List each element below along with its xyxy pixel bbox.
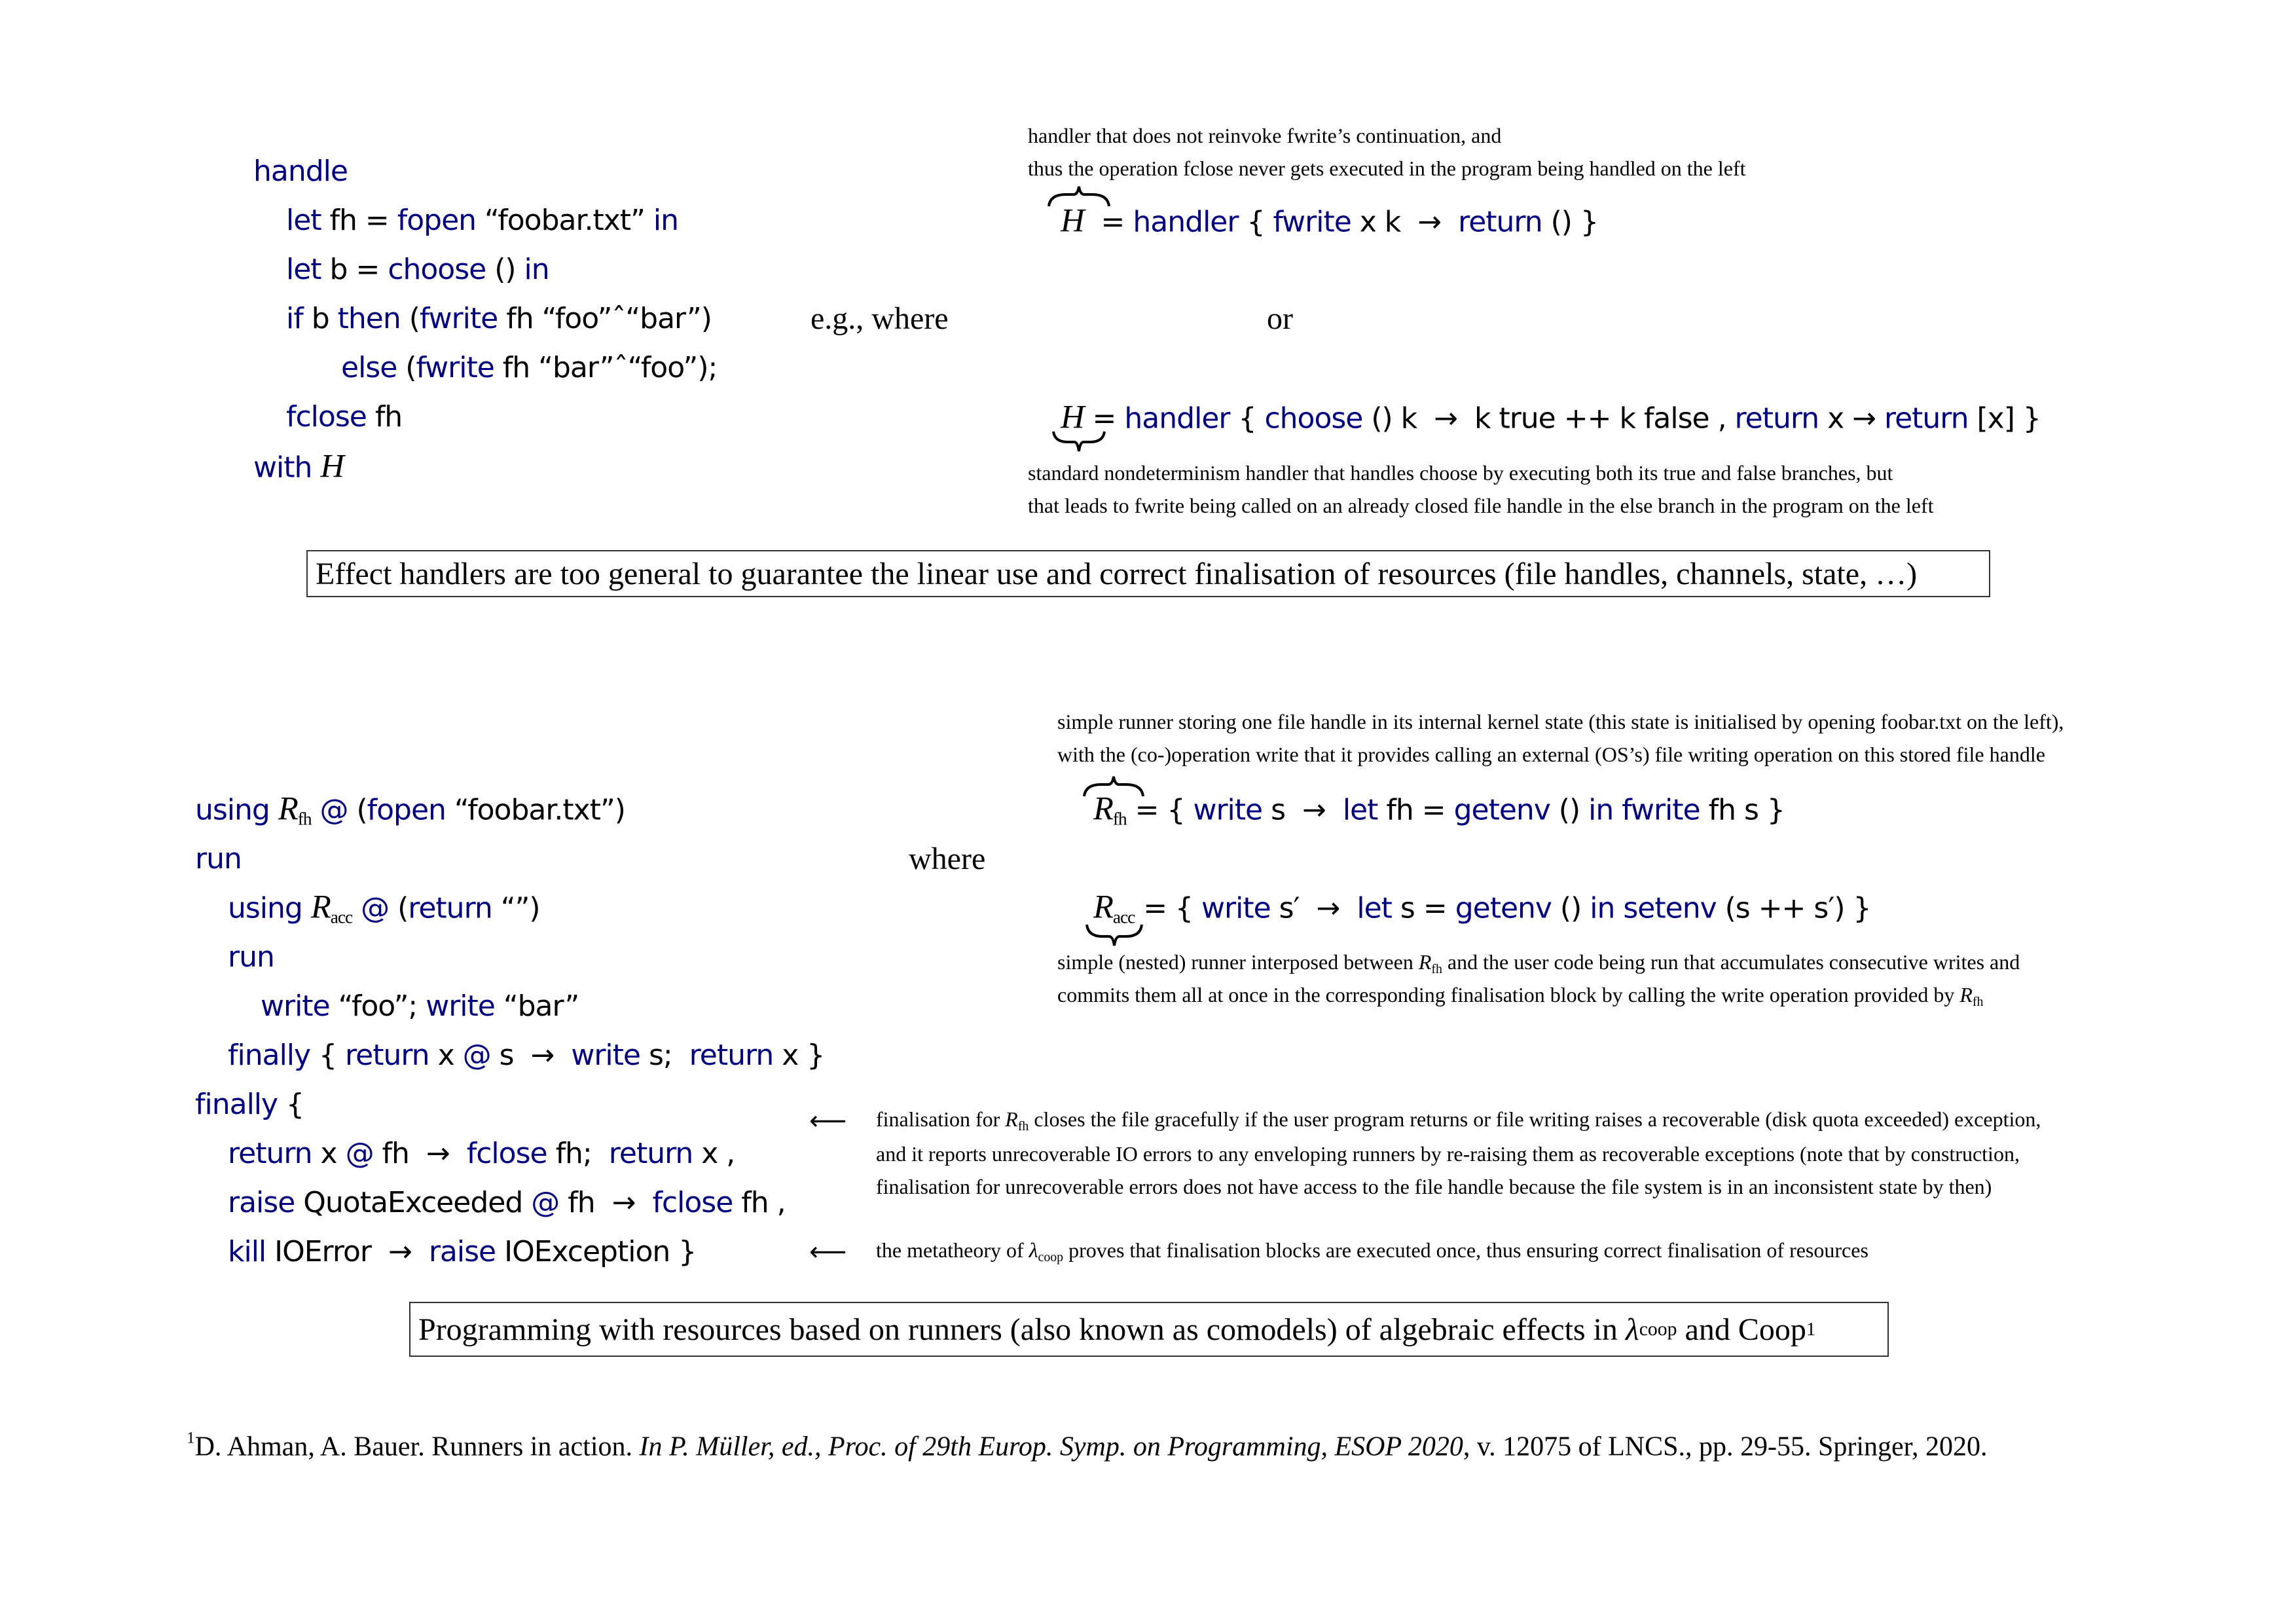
runners-conclusion-text: Programming with resources based on runners (also known as comodels) of algebraic effects in — [418, 1312, 1626, 1347]
keyword: finally — [228, 1039, 311, 1072]
code-text: b = — [321, 253, 388, 286]
keyword: else — [341, 351, 397, 384]
code-line-if — [286, 304, 712, 333]
keyword: using — [195, 793, 270, 827]
racc-annotation-line — [1057, 984, 1983, 1009]
equals: = — [1092, 401, 1116, 435]
handler1-annotation-line: handler that does not reinvoke fwrite’s continuation, and — [1028, 124, 1502, 147]
keyword: fopen — [367, 793, 446, 827]
annotation-text: closes the file gracefully if the user program returns or file writing raises a recoverable (disk quota exceeded) exception, — [1029, 1107, 2041, 1132]
rfh-annotation-line: with the (co-)operation write that it provides calling an external (OS’s) file writing operation on this stored file handle — [1057, 743, 2045, 766]
keyword: write — [1201, 891, 1271, 925]
lambda-symbol: λ — [1029, 1238, 1038, 1263]
footnote — [187, 1430, 1987, 1461]
code-text: () — [1551, 891, 1590, 925]
code-line-finally-inner — [228, 1041, 824, 1070]
code-text: x — [429, 1039, 463, 1072]
handler1-definition — [1061, 204, 1598, 238]
keyword: raise — [228, 1186, 295, 1219]
runner-subscript: fh — [1017, 1119, 1029, 1134]
keyword: setenv — [1623, 891, 1717, 925]
code-text: fh s } — [1700, 793, 1785, 827]
keyword: let — [1342, 793, 1378, 827]
at-symbol: @ — [462, 1039, 491, 1072]
keyword: using — [228, 891, 302, 925]
code-text: fh , — [733, 1186, 786, 1219]
keyword: return — [408, 891, 492, 925]
annotation-text: proves that finalisation blocks are executed once, thus ensuring correct finalisation of resources — [1063, 1238, 1868, 1263]
code-text: s; — [640, 1039, 689, 1072]
keyword: handle — [253, 155, 348, 188]
runner-subscript: fh — [1972, 995, 1984, 1010]
runner-subscript: fh — [1431, 962, 1442, 977]
or-label: or — [1267, 301, 1293, 336]
annotation-text: commits them all at once in the corresponding finalisation block by calling the write operation provided by — [1057, 983, 1960, 1007]
code-line-finally-kill — [228, 1235, 697, 1268]
keyword: return — [228, 1137, 312, 1170]
code-line-writes — [261, 989, 579, 1023]
code-text: = { — [1126, 793, 1194, 827]
annotation-text: and the user code being run that accumulates consecutive writes and — [1442, 950, 2020, 974]
code-text: ( — [400, 302, 420, 335]
rfh-definition — [1093, 792, 1785, 828]
code-text: x } — [773, 1039, 825, 1072]
eg-where-label: e.g., where — [811, 301, 949, 336]
keyword: fclose — [652, 1186, 733, 1219]
annotation-text: the metatheory of — [876, 1238, 1029, 1263]
code-line-using-racc — [228, 890, 540, 926]
keyword: run — [228, 940, 274, 974]
left-arrow-icon: ⟵ — [809, 1237, 847, 1267]
keyword: return — [1884, 401, 1969, 435]
code-text: fh “foo”ˆ“bar”) — [498, 302, 712, 335]
keyword: fwrite — [416, 351, 494, 384]
handler-name: H — [1061, 398, 1084, 435]
code-text: s = — [1391, 891, 1455, 925]
runner-name: R — [278, 790, 298, 827]
code-line-let-b — [286, 255, 549, 284]
keyword: return — [1458, 205, 1542, 239]
code-text: s → — [490, 1039, 572, 1072]
runner-subscript: acc — [1112, 907, 1135, 927]
footnote-venue: In P. Müller, ed., Proc. of 29th Europ. Symp. on Programming, ESOP 2020 — [639, 1431, 1463, 1462]
racc-annotation-line — [1057, 951, 2020, 976]
code-text: QuotaExceeded — [295, 1186, 532, 1219]
keyword: let — [1357, 891, 1392, 925]
rfh-annotation-line: simple runner storing one file handle in its internal kernel state (this state is initialised by opening foobar.txt on the left), — [1057, 710, 2064, 733]
finalisation-note-line: and it reports unrecoverable IO errors to any enveloping runners by re-raising them as recoverable exceptions (note that by construction, — [876, 1142, 2020, 1166]
keyword: fwrite — [1273, 205, 1351, 239]
code-text: fh; — [547, 1137, 609, 1170]
code-text: “foobar.txt” — [476, 204, 653, 237]
runners-conclusion-text: and Coop — [1677, 1312, 1806, 1347]
code-text: “foobar.txt”) — [445, 793, 625, 827]
keyword: handler — [1133, 205, 1239, 239]
footnote-rest: , v. 12075 of LNCS., pp. 29-55. Springer, 2020. — [1463, 1431, 1988, 1462]
code-line-finally-raise — [228, 1186, 786, 1219]
handler2-definition — [1061, 398, 2041, 435]
runner-name: R — [1093, 888, 1113, 925]
code-line-let-fh — [286, 206, 678, 235]
runner-name: R — [1418, 950, 1432, 974]
code-text: { — [1238, 205, 1273, 239]
keyword: getenv — [1453, 793, 1550, 827]
code-text: (s ++ s′) } — [1716, 891, 1871, 925]
code-text: b — [302, 302, 338, 335]
lambda-subscript: coop — [1639, 1318, 1677, 1340]
code-text: { — [310, 1039, 346, 1072]
code-text: fh — [366, 400, 403, 434]
handler1-annotation-line: thus the operation fclose never gets executed in the program being handled on the left — [1028, 157, 1746, 180]
handler-name: H — [1061, 202, 1084, 239]
code-text: “”) — [492, 891, 540, 925]
code-text — [1613, 793, 1622, 826]
runner-name: R — [1093, 790, 1113, 827]
keyword: write — [571, 1039, 640, 1072]
code-line-using-rfh — [195, 792, 625, 828]
code-text: = { — [1135, 891, 1202, 925]
code-text: x → — [1819, 401, 1884, 435]
footnote-marker: 1 — [1806, 1318, 1816, 1340]
runner-subscript: fh — [1112, 809, 1127, 829]
footnote-number: 1 — [187, 1429, 195, 1447]
runner-subscript: acc — [330, 907, 353, 927]
code-text: fh “bar”ˆ“foo”); — [494, 351, 718, 384]
code-text: x — [312, 1137, 346, 1170]
code-text: fh → — [559, 1186, 653, 1219]
runner-name: R — [310, 888, 331, 925]
where-label: where — [909, 841, 986, 876]
keyword: fclose — [286, 400, 367, 434]
code-text: fh = — [321, 204, 397, 237]
code-text: x k → — [1351, 205, 1459, 239]
handler-variable: H — [320, 447, 344, 485]
code-line-else — [341, 351, 718, 384]
runner-subscript: fh — [297, 809, 312, 829]
handlers-conclusion-text: Effect handlers are too general to guarantee the linear use and correct finalisation of resources (file handles, channels, state, …) — [316, 556, 1918, 591]
footnote-authors: D. Ahman, A. Bauer. Runners in action. — [194, 1431, 640, 1462]
keyword: kill — [228, 1235, 266, 1268]
keyword: choose — [1264, 401, 1363, 435]
at-symbol: @ — [531, 1186, 560, 1219]
code-text: () } — [1542, 205, 1598, 239]
code-text: ( — [397, 891, 409, 925]
keyword: handler — [1124, 401, 1230, 435]
code-text — [1614, 891, 1623, 925]
runner-name: R — [1959, 983, 1973, 1007]
finalisation-note-line: finalisation for unrecoverable errors does not have access to the file handle because the file system is in an inconsistent state by then) — [876, 1175, 1992, 1198]
code-text: x , — [693, 1137, 735, 1170]
code-text: { — [278, 1088, 304, 1121]
code-text: IOError → — [266, 1235, 429, 1268]
code-line-run-inner — [228, 940, 274, 974]
at-symbol: @ — [311, 793, 357, 827]
keyword: run — [195, 842, 242, 876]
underbrace-icon — [1051, 429, 1107, 454]
finalisation-note-line — [876, 1109, 2041, 1134]
at-symbol: @ — [352, 891, 398, 925]
keyword: raise — [428, 1235, 496, 1268]
handlers-conclusion-box — [306, 550, 1990, 597]
keyword: write — [261, 989, 330, 1023]
at-symbol: @ — [345, 1137, 374, 1170]
keyword: return — [345, 1039, 429, 1072]
keyword: write — [1193, 793, 1263, 827]
keyword: fopen — [397, 204, 477, 237]
keyword: fwrite — [1622, 793, 1700, 827]
keyword: return — [608, 1137, 693, 1170]
code-line-finally-outer — [195, 1090, 304, 1119]
keyword: fclose — [466, 1137, 547, 1170]
keyword: in — [524, 253, 549, 286]
keyword: let — [286, 253, 321, 286]
lambda-subscript: coop — [1038, 1250, 1064, 1265]
keyword: in — [1590, 891, 1615, 925]
code-line-handle — [253, 157, 348, 186]
underbrace-icon — [1084, 922, 1144, 948]
code-text: ( — [397, 351, 416, 384]
code-text: s → — [1262, 793, 1343, 827]
left-arrow-icon: ⟵ — [809, 1106, 847, 1136]
handler2-annotation-line: that leads to fwrite being called on an already closed file handle in the else branch in the program on the left — [1028, 494, 1934, 517]
racc-definition — [1093, 890, 1870, 926]
lambda-symbol: λ — [1625, 1312, 1639, 1347]
keyword: return — [1734, 401, 1819, 435]
code-text: fh → — [373, 1137, 467, 1170]
code-text: [x] } — [1968, 401, 2041, 435]
keyword: write — [426, 989, 495, 1023]
code-line-run — [195, 842, 242, 876]
code-text: () — [486, 253, 524, 286]
code-text: “bar” — [494, 989, 579, 1023]
code-text: fh = — [1377, 793, 1454, 827]
keyword: finally — [195, 1088, 278, 1121]
keyword: getenv — [1455, 891, 1552, 925]
code-text: ( — [356, 793, 367, 827]
keyword: in — [653, 204, 678, 237]
annotation-text: simple (nested) runner interposed between — [1057, 950, 1419, 974]
metatheory-note — [876, 1240, 1868, 1264]
keyword: then — [337, 302, 401, 335]
runner-name: R — [1005, 1107, 1018, 1132]
code-text: s′ → — [1270, 891, 1357, 925]
code-text: “foo”; — [329, 989, 426, 1023]
keyword: with — [253, 451, 312, 485]
keyword: if — [286, 302, 303, 335]
code-line-fclose — [286, 400, 403, 434]
code-text: IOException } — [496, 1235, 697, 1268]
code-text: { — [1230, 401, 1265, 435]
keyword: choose — [388, 253, 486, 286]
runners-conclusion-box — [409, 1302, 1889, 1357]
code-line-with — [253, 447, 344, 485]
keyword: fwrite — [419, 302, 498, 335]
handler2-annotation-line: standard nondeterminism handler that handles choose by executing both its true and false branches, but — [1028, 461, 1893, 485]
keyword: let — [286, 204, 321, 237]
equals: = — [1101, 205, 1125, 239]
code-text: () — [1550, 793, 1589, 827]
code-line-finally-return — [228, 1139, 735, 1168]
code-text: () k → k true ++ k false , — [1362, 401, 1735, 435]
keyword: in — [1588, 793, 1614, 827]
keyword: return — [689, 1039, 774, 1072]
annotation-text: finalisation for — [876, 1107, 1006, 1132]
